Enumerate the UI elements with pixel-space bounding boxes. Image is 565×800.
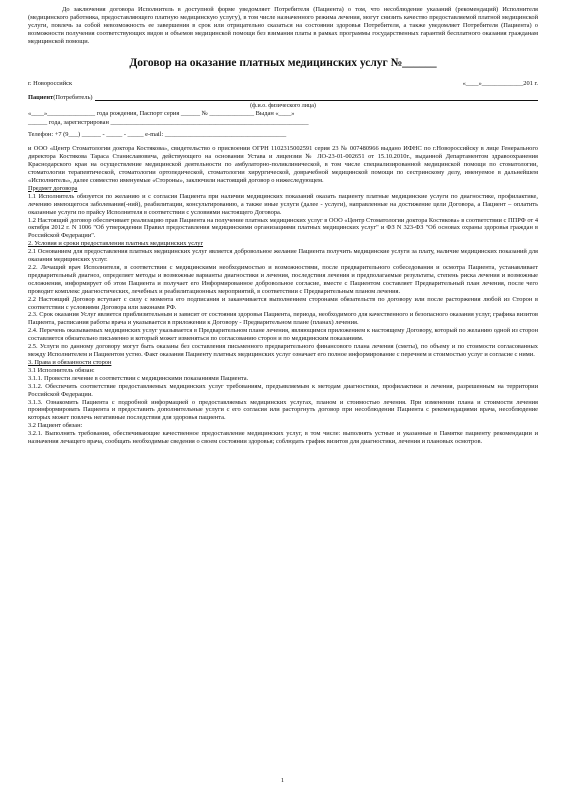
contract-date: «____»_____________201 г.: [462, 79, 538, 87]
city: г. Новороссийск: [28, 79, 73, 87]
patient-name-field[interactable]: [95, 94, 539, 101]
page-title: Договор на оказание платных медицинских услуг №______: [129, 56, 437, 69]
section-1-title: Предмет договора: [28, 184, 78, 192]
clause-3-2: 3.2 Пациент обязан:: [28, 422, 83, 430]
clause-3-1-2: 3.1.2. Обеспечить соответствие предоставляемых медицинских услуг требованиям, предъявляемым к методам диагностики, профилактики и лечения, разрешенным на территории Российской Федерации.: [28, 382, 538, 398]
patient-suffix: (Потребитель): [53, 93, 93, 101]
clause-1-2: 1.2 Настоящий договор обеспечивает реализацию прав Пациента на получение платных медицинских услуг в ООО «Центр Стоматологии доктора Костякова» в соответствии с ППРФ от 4 октября 2012 г. N 1006 "Об утверждении Правил предоставления медицинскими организациями платных медицинских услуг" и ФЗ N 323-ФЗ "Об основах охраны здоровья граждан в Российской Федерации".: [28, 216, 539, 240]
fio-hint: (ф.и.о. физического лица): [250, 102, 316, 109]
page-number: 1: [280, 777, 285, 784]
registered-line: ______ года, зарегистрирован ______________________________________________________________: [28, 119, 309, 127]
clause-3-1: 3.1 Исполнитель обязан:: [28, 366, 95, 374]
clause-2-1: 2.1 Основанием для предоставления платных медицинских услуг является добровольное желание Пациента получить медицинские услуги за плату, наличие медицинских показаний для оказания медицинских услуг.: [28, 248, 538, 264]
section-2-title: 2. Условия и сроки предоставления платных медицинских услуг: [28, 240, 204, 248]
contract-page: [28, 6, 538, 446]
clause-1-1: 1.1 Исполнитель обязуется по желанию и с согласия Пациента при наличии медицинских показаний оказать пациенту платные медицинские услуги по диагностике, профилактике, лечению имеющегося заболевания(-ний), реабилитации, консультированию, а также иные услуги (далее - услуги), направленные на достижение цели Договора, а Пациент – оплатить оказанные услуги по прайсу Исполнителя в соответствии с условиями настоящего Договора.: [28, 192, 538, 216]
city-date-row: [28, 80, 538, 88]
section-3-title: 3. Права и обязанности сторон: [28, 358, 112, 366]
clause-3-1-3: 3.1.3. Ознакомить Пациента с подробной информацией о предоставляемых медицинских услугах, планом и стоимостью лечения. При изменении плана и стоимости лечения проинформировать Пациента и предоставить дополнительные услуги с его согласия или расторгнуть договор при несоблюдении Пациента с рекомендациями врача, несоблюдение которых может повлечь негативные последствия для здоровья пациента.: [28, 398, 538, 422]
patient-row: [28, 94, 538, 102]
patient-label: Пациент: [28, 93, 54, 101]
clause-3-2-1: 3.2.1. Выполнять требования, обеспечивающие качественное предоставление медицинских услуг, в том числе: выполнять устные и указанные в Памятке пациенту рекомендации и назначения лечащего врача, сообщать необходимые сведения о своем состоянии здоровья; соблюдать график визитов для диагностики, лечения и плановых осмотров.: [28, 430, 538, 446]
passport-line: «____»_______________ года рождения, Паспорт серия ______ № ______________ Выдан «____»: [28, 109, 295, 117]
clause-2-2a: 2.2 Настоящий Договор вступает с силу с момента его подписания и заканчивается выполнением сторонами обязательств по договору или после расторжения любой из Сторон в соответствии с условиями Договора или законами РФ.: [28, 295, 538, 311]
clause-3-1-1: 3.1.1. Провести лечение в соответствии с медицинскими показаниями Пациента.: [28, 374, 249, 382]
intro-paragraph: До заключения договора Исполнитель в доступной форме уведомляет Потребителя (Пациента) о том, что несоблюдение указаний (рекомендаций) Исполнителя (медицинского работника, предоставляющего платную медицинскую услугу), в том числе назначенного режима лечения, могут снизить качество предоставляемой платной медицинской услуги, повлечь за собой невозможность ее завершения в срок или отрицательно сказаться на состоянии здоровья Потребителя, а также уведомляет Потребителя (Пациента) о возможности получения соответствующих видов и объемов медицинской помощи без взимания платы в рамках программы государственных гарантий бесплатного оказания гражданам медицинской помощи.: [28, 6, 538, 45]
clause-2-3: 2.3. Срок оказания Услуг является приблизительным и зависит от состояния здоровья Пациента, периода, необходимого для качественного и безопасного оказания услуг, графика визитов Пациента, расписания работы врача и указывается в приложении к Договору - Предварительном плане (планах) лечения.: [28, 311, 538, 327]
clause-2-4: 2.4. Перечень оказываемых медицинских услуг указывается в Предварительном плане лечения, являющимся приложением к настоящему Договору, который по желанию одной из сторон составляется обязательно письменно и который может изменяться по согласованию сторон и по медицинским показаниям.: [28, 327, 538, 343]
phone-line: Телефон: +7 (9___) ______ - _____ - _____ e-mail: ______________________________________: [28, 131, 287, 139]
clause-2-5: 2.5. Услуги по данному договору могут быть оказаны без составления письменного предварительного финансового плана лечения (сметы), по объему и по стоимости согласованных между Исполнителем и Пациентом устно. Факт оказания Пациенту платных медицинских услуг означает его полное информирование с перечнем и стоимостью услуг и согласие с ними.: [28, 343, 538, 358]
clause-2-2: 2.2. Лечащий врач Исполнителя, в соответствии с медицинскими необходимостью и возможностями, после предварительного собеседования и осмотра Пациента, устанавливает предварительный диагноз, определяет методы и возможные варианты диагностики и лечения, последствия лечения и предполагаемые результаты, степень риска лечения и возможные осложнения, информирует об этом Пациента и получает его Информированное добровольное согласие, вместе с Пациентом составляет Предварительный план лечения, после чего проводит комплекс диагностических, лечебных и реабилитационных мероприятий, в соответствии с Предварительным планом лечения.: [28, 264, 538, 295]
parties-paragraph: и ООО «Центр Стоматологии доктора Костякова», свидетельство о присвоении ОГРН 1102315002591 серия 23 № 007480966 выдано ИФНС по г.Новороссийску в лице Генерального директора Костякова Тараса Станиславовича, действующего на основании Устава и лицензии № ЛО-23-01-002651 от 15.10.2010г., выданной Департаментом здравоохранения Краснодарского края на осуществление медицинской деятельности по амбулаторно-поликлинической, в том числе специализированной медицинской помощи по стоматологии, стоматологии терапевтической, стоматологии ортопедической, стоматологии хирургической, доврачебной медицинской помощи по сестринскому делу, именуемое в дальнейшем «Исполнитель», далее совместно именуемые «Стороны», заключили настоящий договор о нижеследующем.: [28, 145, 538, 184]
